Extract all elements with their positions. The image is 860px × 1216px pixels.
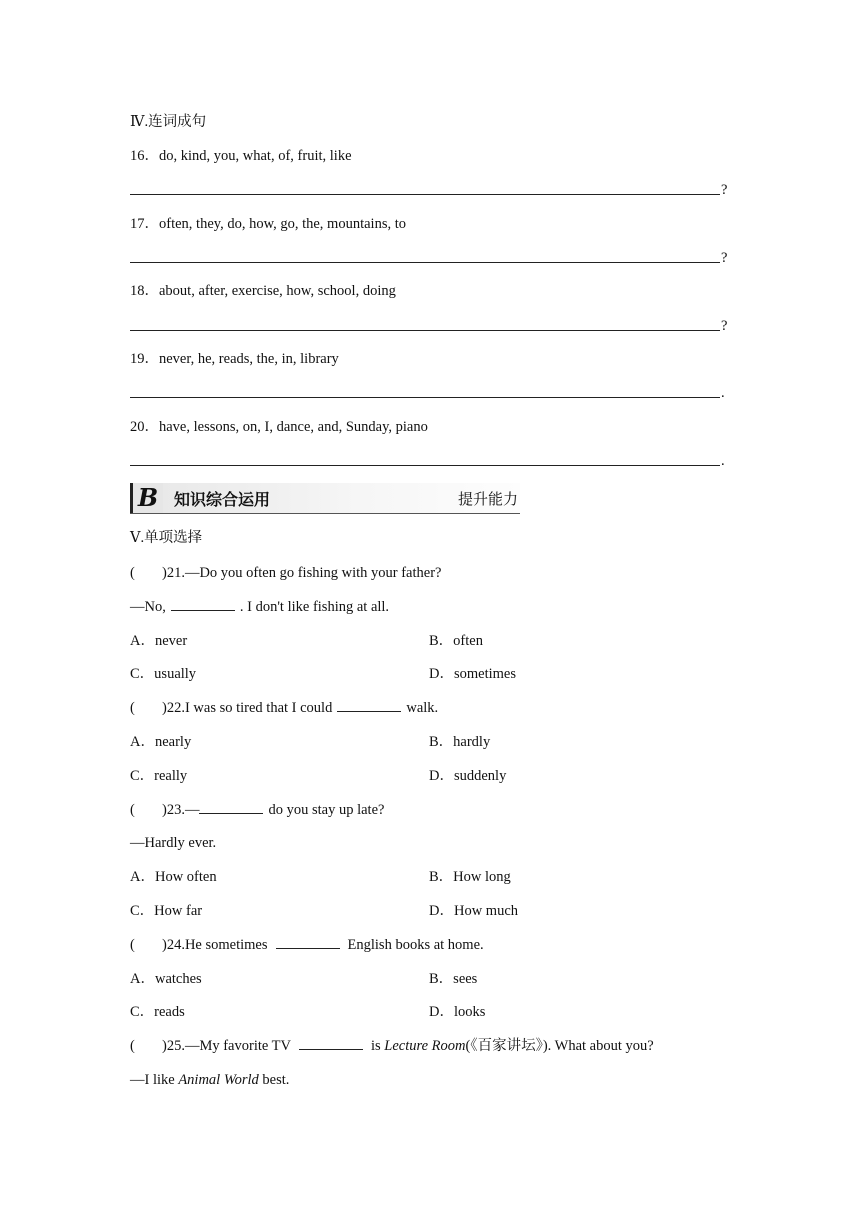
answer-line-19[interactable] bbox=[130, 397, 720, 398]
question-number: 20 bbox=[130, 419, 145, 435]
option-a[interactable]: A．watches bbox=[130, 971, 202, 987]
fill-blank[interactable] bbox=[337, 699, 401, 712]
question-text: is bbox=[371, 1038, 381, 1054]
question-25 bbox=[130, 1037, 654, 1055]
question-text: )21.—Do you often go fishing with your father? bbox=[162, 565, 442, 581]
option-a[interactable]: A．never bbox=[130, 633, 188, 649]
question-words: do, kind, you, what, of, fruit, like bbox=[159, 148, 352, 164]
option-c[interactable]: C．really bbox=[130, 768, 188, 784]
option-b[interactable]: B．How long bbox=[429, 869, 511, 885]
question-text: )25.—My favorite TV bbox=[162, 1038, 291, 1054]
question-number: 17 bbox=[130, 216, 145, 232]
question-16: 16．do, kind, you, what, of, fruit, like bbox=[130, 148, 352, 164]
question-21-reply bbox=[130, 598, 389, 616]
answer-line-20[interactable] bbox=[130, 465, 720, 466]
question-number: 16 bbox=[130, 148, 145, 164]
question-number: 19 bbox=[130, 351, 145, 367]
option-b[interactable]: B．hardly bbox=[429, 734, 491, 750]
fill-blank[interactable] bbox=[299, 1037, 363, 1050]
option-d[interactable]: D．sometimes bbox=[429, 666, 516, 682]
answer-paren[interactable]: ( bbox=[130, 1038, 135, 1054]
fill-blank[interactable] bbox=[276, 936, 340, 949]
reply-text: —No, bbox=[130, 599, 166, 615]
question-words: often, they, do, how, go, the, mountains, to bbox=[159, 216, 407, 232]
question-words: about, after, exercise, how, school, doing bbox=[159, 283, 396, 299]
end-mark-18: ? bbox=[721, 318, 728, 334]
question-24 bbox=[130, 936, 484, 954]
answer-paren[interactable]: ( bbox=[130, 802, 135, 818]
reply-text: best. bbox=[262, 1072, 290, 1088]
option-c[interactable]: C．How far bbox=[130, 903, 203, 919]
option-c[interactable]: C．reads bbox=[130, 1004, 185, 1020]
reply-text: —I like bbox=[130, 1072, 175, 1088]
answer-paren[interactable]: ( bbox=[130, 937, 135, 953]
option-d[interactable]: D．How much bbox=[429, 903, 519, 919]
option-d[interactable]: D．suddenly bbox=[429, 768, 507, 784]
program-title: Lecture Room bbox=[384, 1038, 466, 1054]
end-mark-17: ? bbox=[721, 250, 728, 266]
end-mark-20: . bbox=[721, 453, 725, 469]
end-mark-16: ? bbox=[721, 182, 728, 198]
question-text: English books at home. bbox=[347, 937, 484, 953]
option-b[interactable]: B．sees bbox=[429, 971, 478, 987]
section-5-heading: Ⅴ.单项选择 bbox=[130, 530, 203, 546]
question-text: walk. bbox=[406, 700, 439, 716]
question-20: 20．have, lessons, on, I, dance, and, Sunday, piano bbox=[130, 419, 428, 435]
answer-line-16[interactable] bbox=[130, 194, 720, 195]
question-17: 17．often, they, do, how, go, the, mountains, to bbox=[130, 216, 407, 232]
option-c[interactable]: C．usually bbox=[130, 666, 197, 682]
option-a[interactable]: A．nearly bbox=[130, 734, 192, 750]
answer-line-18[interactable] bbox=[130, 330, 720, 331]
fill-blank[interactable] bbox=[171, 598, 235, 611]
question-words: have, lessons, on, I, dance, and, Sunday, piano bbox=[159, 419, 428, 435]
question-text: )24.He sometimes bbox=[162, 937, 268, 953]
question-18: 18．about, after, exercise, how, school, doing bbox=[130, 283, 396, 299]
banner-title: 知识综合运用 bbox=[174, 490, 271, 509]
banner-badge-icon: B bbox=[130, 483, 163, 513]
question-23-reply: —Hardly ever. bbox=[130, 835, 217, 851]
question-22 bbox=[130, 699, 438, 717]
question-21 bbox=[130, 564, 441, 582]
question-number: 18 bbox=[130, 283, 145, 299]
question-words: never, he, reads, the, in, library bbox=[159, 351, 339, 367]
answer-line-17[interactable] bbox=[130, 262, 720, 263]
question-text: (《百家讲坛》). What about you? bbox=[465, 1038, 654, 1054]
section-4-heading: Ⅳ.连词成句 bbox=[130, 114, 207, 130]
section-banner bbox=[130, 483, 520, 514]
fill-blank[interactable] bbox=[199, 801, 263, 814]
question-text: )23.— bbox=[162, 802, 200, 818]
program-title: Animal World bbox=[178, 1072, 259, 1088]
question-19: 19．never, he, reads, the, in, library bbox=[130, 351, 339, 367]
answer-paren[interactable]: ( bbox=[130, 565, 135, 581]
question-text: do you stay up late? bbox=[268, 802, 385, 818]
question-25-reply bbox=[130, 1071, 289, 1089]
option-b[interactable]: B．often bbox=[429, 633, 483, 649]
end-mark-19: . bbox=[721, 385, 725, 401]
question-text: )22.I was so tired that I could bbox=[162, 700, 333, 716]
option-a[interactable]: A．How often bbox=[130, 869, 217, 885]
answer-paren[interactable]: ( bbox=[130, 700, 135, 716]
option-d[interactable]: D．looks bbox=[429, 1004, 486, 1020]
banner-subtitle: 提升能力 bbox=[457, 490, 518, 508]
question-23 bbox=[130, 801, 384, 819]
reply-text: . I don't like fishing at all. bbox=[239, 599, 390, 615]
